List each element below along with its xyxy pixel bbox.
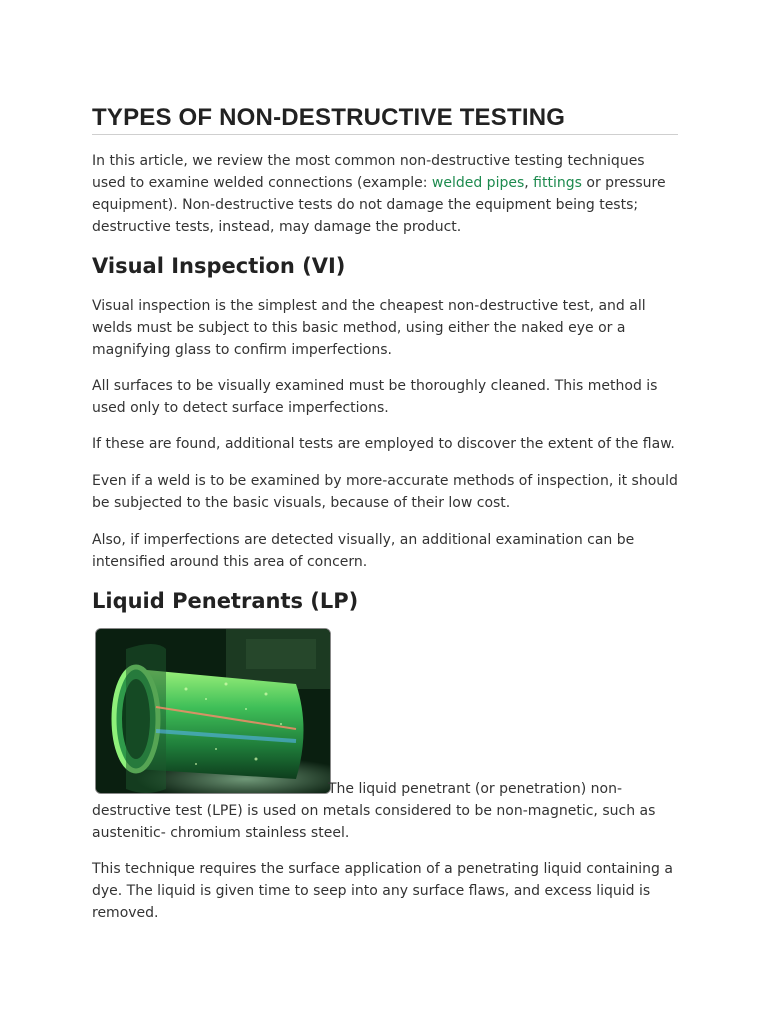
vi-paragraph-5: Also, if imperfections are detected visually, an additional examination can be intensified around this area of concern. bbox=[92, 532, 635, 570]
welded-pipes-link[interactable]: welded pipes bbox=[431, 175, 525, 191]
fittings-link[interactable]: fittings bbox=[533, 175, 582, 191]
lp-paragraph-1: The liquid penetrant (or penetration) non-destructive test (LPE) is used on metals considered to be non-magnetic, such as austenitic- chromium stainless steel. bbox=[92, 781, 656, 841]
vi-paragraph-1: Visual inspection is the simplest and the cheapest non-destructive test, and all welds must be subject to this basic method, using either the naked eye or a magnifying glass to confirm imperfections. bbox=[92, 298, 646, 358]
intro-paragraph bbox=[92, 150, 678, 238]
vi-paragraph-2: All surfaces to be visually examined must be thoroughly cleaned. This method is used only to detect surface imperfections. bbox=[92, 378, 658, 416]
vi-paragraph-3: If these are found, additional tests are employed to discover the extent of the flaw. bbox=[92, 436, 675, 452]
liquid-penetrant-image bbox=[95, 628, 331, 794]
vi-paragraph-4: Even if a weld is to be examined by more-accurate methods of inspection, it should be subjected to the basic visuals, because of their low cost. bbox=[92, 473, 678, 511]
intro-text-2: or pressure equipment). Non-destructive tests do not damage the equipment being tests; destructive tests, instead, may damage the product. bbox=[92, 175, 666, 235]
intro-text-1: In this article, we review the most common non-destructive testing techniques used to examine welded connections (example: bbox=[92, 153, 645, 191]
page-title: TYPES OF NON-DESTRUCTIVE TESTING bbox=[92, 103, 678, 135]
pipe-illustration bbox=[96, 629, 330, 793]
pipe-photo bbox=[95, 628, 331, 794]
lp-heading: Liquid Penetrants (LP) bbox=[92, 589, 359, 613]
intro-separator: , bbox=[524, 175, 534, 191]
vi-heading: Visual Inspection (VI) bbox=[92, 254, 346, 278]
lp-paragraph-2: This technique requires the surface application of a penetrating liquid containing a dye. The liquid is given time to seep into any surface flaws, and excess liquid is removed. bbox=[92, 861, 673, 921]
